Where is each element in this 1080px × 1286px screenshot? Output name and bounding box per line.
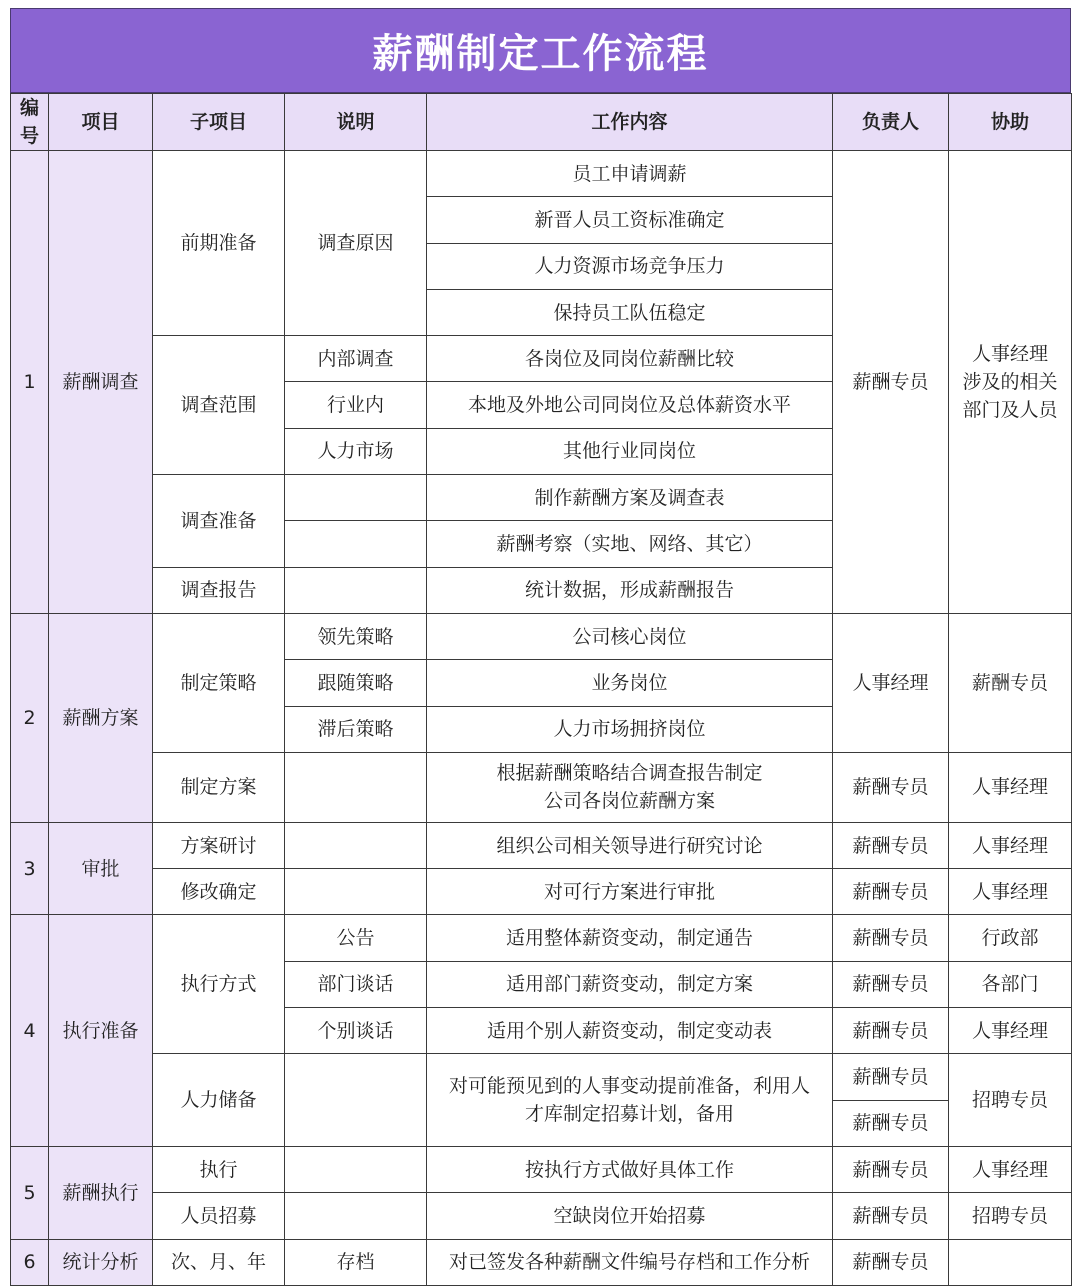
content-cell: 适用部门薪资变动，制定方案: [427, 961, 833, 1007]
desc-cell: 部门谈话: [285, 961, 427, 1007]
subitem-cell: 执行方式: [153, 915, 285, 1054]
assist-cell: 招聘专员: [949, 1054, 1072, 1147]
section-item: 统计分析: [49, 1239, 153, 1285]
section-item: 审批: [49, 822, 153, 915]
table-row: [11, 752, 1072, 822]
subitem-cell: 执行: [153, 1146, 285, 1192]
desc-cell: [285, 521, 427, 567]
section-no: 1: [11, 151, 49, 614]
content-cell: 公司核心岗位: [427, 613, 833, 659]
content-line: 才库制定招募计划，备用: [524, 1103, 734, 1126]
section-no: 3: [11, 822, 49, 915]
workflow-table: [10, 93, 1072, 1286]
desc-cell: 滞后策略: [285, 706, 427, 752]
content-cell: 统计数据，形成薪酬报告: [427, 567, 833, 613]
desc-cell: [285, 1193, 427, 1239]
desc-cell: 个别谈话: [285, 1008, 427, 1054]
owner-cell: 薪酬专员: [833, 1054, 949, 1100]
assist-cell: [949, 151, 1072, 614]
subitem-cell: 次、月、年: [153, 1239, 285, 1285]
section-no: 5: [11, 1146, 49, 1239]
content-cell: 适用整体薪资变动，制定通告: [427, 915, 833, 961]
content-cell: 按执行方式做好具体工作: [427, 1146, 833, 1192]
desc-cell: 领先策略: [285, 613, 427, 659]
section-item: 执行准备: [49, 915, 153, 1146]
assist-line: 部门及人员: [962, 398, 1058, 421]
assist-cell: 人事经理: [949, 1008, 1072, 1054]
owner-cell: 薪酬专员: [833, 1146, 949, 1192]
desc-cell: [285, 752, 427, 822]
content-cell: [427, 1054, 833, 1147]
section-no: 4: [11, 915, 49, 1146]
owner-cell: 薪酬专员: [833, 1008, 949, 1054]
table-row: [11, 151, 1072, 197]
header-no: 编号: [11, 94, 49, 151]
desc-cell: [285, 1054, 427, 1147]
desc-cell: [285, 869, 427, 915]
subitem-cell: 调查准备: [153, 475, 285, 568]
assist-cell: [949, 1239, 1072, 1285]
subitem-cell: 调查报告: [153, 567, 285, 613]
header-content: 工作内容: [427, 94, 833, 151]
content-cell: 适用个别人薪资变动，制定变动表: [427, 1008, 833, 1054]
desc-cell: 人力市场: [285, 428, 427, 474]
content-cell: 制作薪酬方案及调查表: [427, 475, 833, 521]
subitem-cell: 调查范围: [153, 336, 285, 475]
desc-cell: 调查原因: [285, 151, 427, 336]
subitem-cell: 制定策略: [153, 613, 285, 752]
owner-cell: 薪酬专员: [833, 151, 949, 614]
content-cell: 人力市场拥挤岗位: [427, 706, 833, 752]
owner-cell: 薪酬专员: [833, 961, 949, 1007]
desc-cell: [285, 567, 427, 613]
content-cell: 各岗位及同岗位薪酬比较: [427, 336, 833, 382]
desc-cell: [285, 822, 427, 868]
content-cell: 对已签发各种薪酬文件编号存档和工作分析: [427, 1239, 833, 1285]
content-cell: 空缺岗位开始招募: [427, 1193, 833, 1239]
content-cell: [427, 752, 833, 822]
section-no: 6: [11, 1239, 49, 1285]
assist-cell: 薪酬专员: [949, 613, 1072, 752]
subitem-cell: 制定方案: [153, 752, 285, 822]
content-cell: 组织公司相关领导进行研究讨论: [427, 822, 833, 868]
table-row: [11, 1239, 1072, 1285]
content-cell: 保持员工队伍稳定: [427, 289, 833, 335]
subitem-cell: 前期准备: [153, 151, 285, 336]
assist-cell: 人事经理: [949, 822, 1072, 868]
owner-cell: 薪酬专员: [833, 822, 949, 868]
table-row: [11, 822, 1072, 868]
subitem-cell: 方案研讨: [153, 822, 285, 868]
owner-cell: 薪酬专员: [833, 1193, 949, 1239]
assist-cell: 人事经理: [949, 869, 1072, 915]
header-row: [11, 94, 1072, 151]
assist-cell: 招聘专员: [949, 1193, 1072, 1239]
assist-line: 人事经理: [971, 342, 1048, 365]
content-line: 根据薪酬策略结合调查报告制定: [496, 762, 763, 785]
content-cell: 业务岗位: [427, 660, 833, 706]
desc-cell: 行业内: [285, 382, 427, 428]
owner-cell: 人事经理: [833, 613, 949, 752]
section-item: 薪酬方案: [49, 613, 153, 822]
owner-cell: 薪酬专员: [833, 752, 949, 822]
assist-line: 涉及的相关: [962, 370, 1058, 393]
content-cell: 其他行业同岗位: [427, 428, 833, 474]
assist-cell: 人事经理: [949, 752, 1072, 822]
content-cell: 人力资源市场竞争压力: [427, 243, 833, 289]
page-title: 薪酬制定工作流程: [10, 8, 1071, 93]
desc-cell: 公告: [285, 915, 427, 961]
section-item: 薪酬执行: [49, 1146, 153, 1239]
assist-cell: 各部门: [949, 961, 1072, 1007]
content-cell: 薪酬考察（实地、网络、其它）: [427, 521, 833, 567]
table-row: [11, 869, 1072, 915]
assist-cell: 行政部: [949, 915, 1072, 961]
subitem-cell: 修改确定: [153, 869, 285, 915]
subitem-cell: 人力储备: [153, 1054, 285, 1147]
desc-cell: [285, 1146, 427, 1192]
desc-cell: 内部调查: [285, 336, 427, 382]
header-item: 项目: [49, 94, 153, 151]
subitem-cell: 人员招募: [153, 1193, 285, 1239]
table-row: [11, 1146, 1072, 1192]
content-cell: 本地及外地公司同岗位及总体薪资水平: [427, 382, 833, 428]
table-row: [11, 1193, 1072, 1239]
owner-cell: 薪酬专员: [833, 915, 949, 961]
section-no: 2: [11, 613, 49, 822]
owner-cell: 薪酬专员: [833, 869, 949, 915]
owner-cell: 薪酬专员: [833, 1100, 949, 1146]
content-line: 对可能预见到的人事变动提前准备，利用人: [448, 1075, 810, 1098]
desc-cell: 跟随策略: [285, 660, 427, 706]
desc-cell: 存档: [285, 1239, 427, 1285]
desc-cell: [285, 475, 427, 521]
table-row: [11, 1054, 1072, 1100]
content-cell: 员工申请调薪: [427, 151, 833, 197]
table-row: [11, 915, 1072, 961]
content-cell: 对可行方案进行审批: [427, 869, 833, 915]
header-owner: 负责人: [833, 94, 949, 151]
content-cell: 新晋人员工资标准确定: [427, 197, 833, 243]
owner-cell: 薪酬专员: [833, 1239, 949, 1285]
assist-cell: 人事经理: [949, 1146, 1072, 1192]
table-row: [11, 613, 1072, 659]
content-line: 公司各岗位薪酬方案: [543, 790, 715, 813]
header-desc: 说明: [285, 94, 427, 151]
header-assist: 协助: [949, 94, 1072, 151]
section-item: 薪酬调查: [49, 151, 153, 614]
header-subitem: 子项目: [153, 94, 285, 151]
